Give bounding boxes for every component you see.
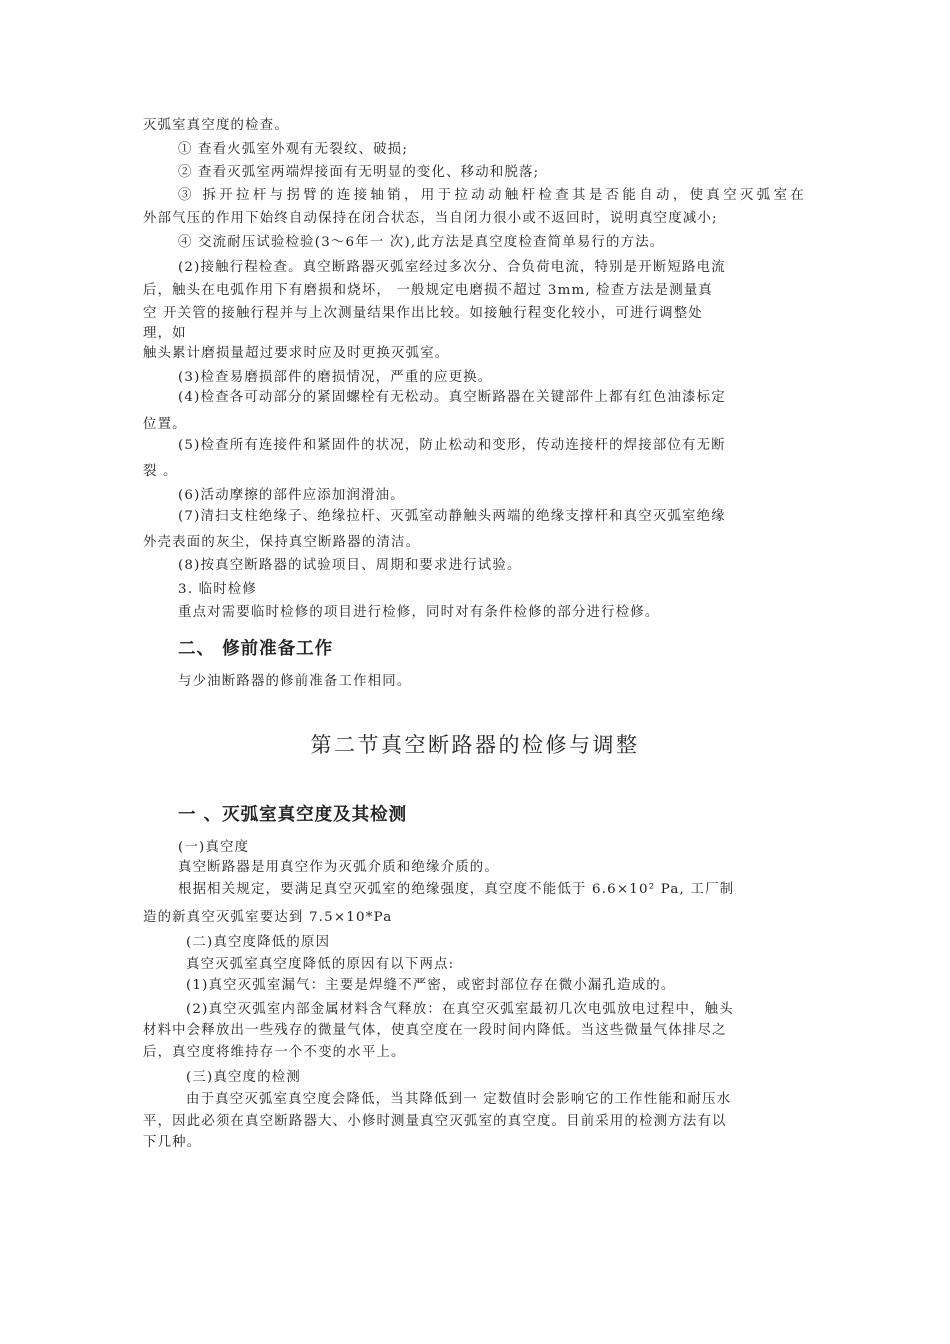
text-line: 理，如 <box>143 326 187 341</box>
text-line: (5)检查所有连接件和紧固件的状况，防止松动和变形，传动连接杆的焊接部位有无断 <box>178 438 726 453</box>
text-line: ① 查看火弧室外观有无裂纹、破损; <box>178 142 409 157</box>
text-line: 根据相关规定，要满足真空灭弧室的绝缘强度，真空度不能低于 6.6×10² Pa, 工厂制 <box>178 882 735 897</box>
text-line: 外壳表面的灰尘，保持真空断路器的清洁。 <box>143 535 421 550</box>
text-line: 空 开关管的接触行程并与上次测量结果作出比较。如接触行程变化较小，可进行调整处 <box>143 306 703 321</box>
text-line: 后，触头在电弧作用下有磨损和烧坏， 一般规定电磨损不超过 3mm, 检查方法是测量真 <box>143 283 714 298</box>
text-line: (7)清扫支柱绝缘子、绝缘拉杆、灭弧室动静触头两端的绝缘支撑杆和真空灭弧室绝缘 <box>178 509 726 524</box>
text-line: 后，真空度将维持存一个不变的水平上。 <box>143 1045 406 1060</box>
text-line: 外部气压的作用下始终自动保持在闭合状态，当自闭力很小或不返回时，说明真空度减小; <box>143 211 718 226</box>
text-line: (3)检查易磨损部件的磨损情况，严重的应更换。 <box>178 370 493 385</box>
text-line: (一)真空度 <box>178 840 250 855</box>
text-line: (6)活动摩擦的部件应添加润滑油。 <box>178 488 405 503</box>
text-line: 下几种。 <box>143 1135 202 1150</box>
text-line: 平，因此必须在真空断路器大、小修时测量真空灭弧室的真空度。目前采用的检测方法有以 <box>143 1114 727 1129</box>
text-line: (1)真空灭弧室漏气：主要是焊缝不严密，或密封部位存在微小漏孔造成的。 <box>186 978 676 993</box>
text-line: (2)真空灭弧室内部金属材料含气释放：在真空灭弧室最初几次电弧放电过程中，触头 <box>186 1002 734 1017</box>
text-line: 裂 。 <box>143 464 178 479</box>
text-line: (8)按真空断路器的试验项目、周期和要求进行试验。 <box>178 558 522 573</box>
text-line: ③ 拆开拉杆与拐臂的连接轴销，用于拉动动触杆检查其是否能自动，使真空灭弧室在 <box>178 188 805 203</box>
text-line: 灭弧室真空度的检查。 <box>143 118 289 133</box>
text-line: 造的新真空灭弧室要达到 7.5×10*Pa <box>143 910 393 925</box>
section-heading: 二、 修前准备工作 <box>178 639 334 659</box>
text-line: 3. 临时检修 <box>178 582 257 597</box>
text-line: 位置。 <box>143 417 187 432</box>
text-line: 重点对需要临时检修的项目进行检修，同时对有条件检修的部分进行检修。 <box>178 605 660 620</box>
text-line: (4)检查各可动部分的紧固螺栓有无松动。真空断路器在关键部件上都有红色油漆标定 <box>178 390 726 405</box>
text-line: (2)接触行程检查。真空断路器灭弧室经过多次分、合负荷电流，特别是开断短路电流 <box>178 260 726 275</box>
text-line: 触头累计磨损量超过要求时应及时更换灭弧室。 <box>143 346 450 361</box>
text-line: ② 查看灭弧室两端焊接面有无明显的变化、移动和脱落; <box>178 165 540 180</box>
text-line: ④ 交流耐压试验检验(3～6年一 次),此方法是真空度检查简单易行的方法。 <box>178 235 665 250</box>
text-line: 由于真空灭弧室真空度会降低，当其降低到一 定数值时会影响它的工作性能和耐压水 <box>186 1092 732 1107</box>
section-heading: 一 、灭弧室真空度及其检测 <box>178 805 408 825</box>
text-line: (二)真空度降低的原因 <box>186 935 331 950</box>
text-line: 材料中会释放出一些残存的微量气体，使真空度在一段时间内降低。当这些微量气体排尽之 <box>143 1023 727 1038</box>
text-line: 与少油断路器的修前准备工作相同。 <box>178 674 412 689</box>
text-line: (三)真空度的检测 <box>186 1070 301 1085</box>
text-line: 真空断路器是用真空作为灭弧介质和绝缘介质的。 <box>178 860 499 875</box>
text-line: 真空灭弧室真空度降低的原因有以下两点: <box>186 957 455 972</box>
chapter-title: 第二节真空断路器的检修与调整 <box>310 733 640 757</box>
